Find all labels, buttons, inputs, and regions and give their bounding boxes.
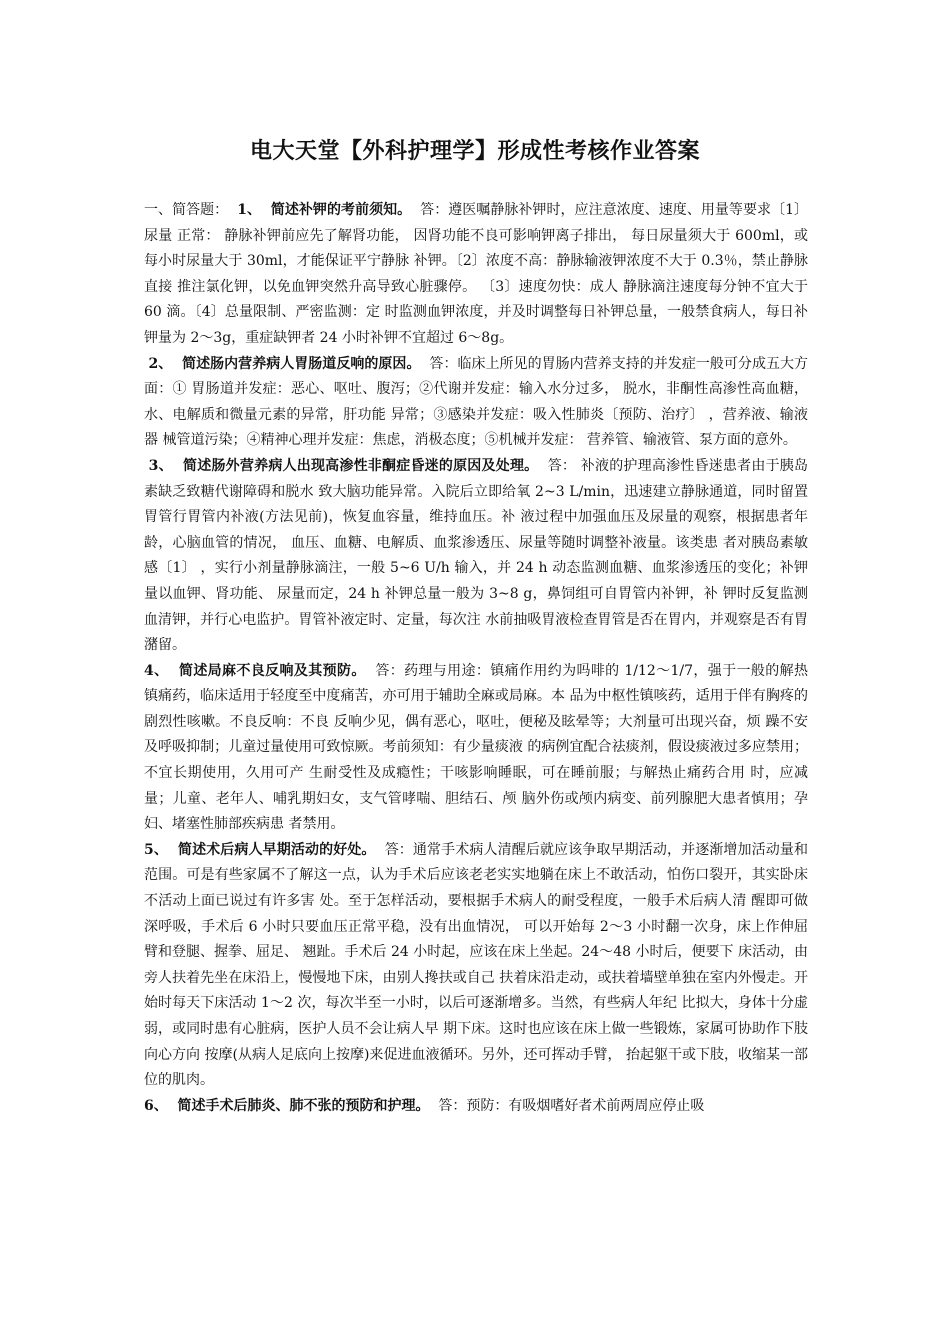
document-body bbox=[144, 198, 813, 1119]
question-number: 6、 bbox=[144, 1097, 178, 1114]
answer-text: 答：预防：有吸烟嗜好者术前两周应停止吸 bbox=[429, 1097, 705, 1114]
question-number: 4、 bbox=[144, 662, 179, 679]
answer-text: 答：药理与用途：镇痛作用约为吗啡的 1/12～1/7，强于一般的解热 镇痛药，临床适用于轻度至中度痛苦，亦可用于辅助全麻或局麻。本 品为中枢性镇咳药，适用于伴有胸疼的剧烈性咳嗽。不良反响：不良 反响少见，偶有恶心，呕吐，便秘及眩晕等；大剂量可出现兴奋，烦 躁不安及呼吸抑制；儿童过量使用可致惊厥。考前须知：有少量痰液 的病例宜配合祛痰剂，假设痰液过多应禁用；不宜长期使用，久用可产 生耐受性及成瘾性；干咳影响睡眠，可在睡前服；与解热止痛药合用 时，应减量；儿童、老年人、哺乳期妇女，支气管哮喘、胆结石、颅 脑外伤或颅内病变、前列腺肥大患者慎用；孕妇、堵塞性肺部疾病患 者禁用。 bbox=[144, 662, 813, 833]
question-text: 简述肠外营养病人出现高渗性非酮症昏迷的原因及处理。 bbox=[183, 457, 539, 474]
question-number: 2、 bbox=[148, 355, 183, 372]
question-number: 5、 bbox=[144, 841, 178, 858]
answer-paragraph-1 bbox=[144, 198, 813, 352]
question-number: 1、 bbox=[237, 202, 271, 218]
answer-text: 答：遵医嘱静脉补钾时，应注意浓度、速度、用量等要求〔1〕尿量 正常： 静脉补钾前应先了解肾功能， 因肾功能不良可影响钾离子排出， 每日尿量须大于 600ml，或每小时尿量大于 30ml，才能保证平宁静脉 补钾。〔2〕浓度不高：静脉输液钾浓度不大于 0.3％，禁止静脉直接 推注氯化钾，以免血钾突然升高导致心脏骤停。 〔3〕速度勿快：成人 静脉滴注速度每分钟不宜大于 60 滴。〔4〕总量限制、严密监测：定 时监测血钾浓度，并及时调整每日补钾总量，一般禁食病人，每日补 钾量为 2～3g，重症缺钾者 24 小时补钾不宜超过 6～8g。 bbox=[144, 202, 813, 346]
section-lead: 一、简答题： bbox=[144, 202, 238, 218]
answer-paragraph-6 bbox=[144, 1094, 808, 1120]
answer-paragraph-2 bbox=[144, 352, 808, 454]
answer-paragraph-3 bbox=[144, 454, 808, 659]
document-title: 电大天堂【外科护理学】形成性考核作业答案 bbox=[249, 139, 700, 164]
question-text: 简述局麻不良反响及其预防。 bbox=[178, 662, 366, 679]
answer-text: 答： 补液的护理高渗性昏迷患者由于胰岛素缺乏致糖代谢障碍和脱水 致大脑功能异常。入院后立即给氧 2~3 L/min，迅速建立静脉通道，同时留置胃管行胃管内补液(方法见前)，恢复血容量，维持血压。补 液过程中加强血压及尿量的观察，根据患者年龄，心脑血管的情况， 血压、血糖、电解质、血浆渗透压、尿量等随时调整补液量。该类患 者对胰岛素敏感〔1〕 ，实行小剂量静脉滴注，一般 5~6 U/h 输入，并 24 h 动态监测血糖、血浆渗透压的变化；补钾量以血钾、肾功能、 尿量而定，24 h 补钾总量一般为 3~8 g，鼻饲组可自胃管内补钾，补 钾时反复监测血清钾，并行心电监护。胃管补液定时、定量，每次注 水前抽吸胃液检查胃管是否在胃内，并观察是否有胃潴留。 bbox=[144, 457, 808, 654]
question-text: 简述补钾的考前须知。 bbox=[270, 202, 412, 218]
question-text: 简述术后病人早期活动的好处。 bbox=[177, 841, 376, 858]
answer-text: 答：通常手术病人清醒后就应该争取早期活动，并逐渐增加活动量和范围。可是有些家属不了解这一点，认为手术后应该老老实实地躺在床上不敢活动，怕伤口裂开，其实卧床不活动上面已说过有许多害 处。至于怎样活动，要根据手术病人的耐受程度，一般手术后病人清 醒即可做深呼吸，手术后 6 小时只要血压正常平稳，没有出血情况， 可以开始每 2～3 小时翻一次身，床上作伸屈臂和登腿、握拳、屈足、 翘趾。手术后 24 小时起，应该在床上坐起。24～48 小时后，便要下 床活动，由旁人扶着先坐在床沿上，慢慢地下床，由别人搀扶或自己 扶着床沿走动，或扶着墙壁单独在室内外慢走。开始时每天下床活动 1～2 次，每次半至一小时，以后可逐渐增多。当然，有些病人年纪 比拟大，身体十分虚弱，或同时患有心脏病，医护人员不会让病人早 期下床。这时也应该在床上做一些锻炼，家属可协助作下肢向心方向 按摩(从病人足底向上按摩)来促进血液循环。另外，还可挥动手臂， 抬起躯干或下肢，收缩某一部位的肌肉。 bbox=[144, 841, 809, 1089]
answer-text: 答：临床上所见的胃肠内营养支持的并发症一般可分成五大方面：① 胃肠道并发症：恶心、呕吐、腹泻；②代谢并发症：输入水分过多， 脱水，非酮性高渗性高血糖，水、电解质和微量元素的异常，肝功能 异常；③感染并发症：吸入性肺炎〔预防、治疗〕 ，营养液、输液器 械管道污染；④精神心理并发症：焦虑，消极态度；⑤机械并发症： 营养管、输液管、泵方面的意外。 bbox=[144, 355, 809, 449]
question-number: 3、 bbox=[148, 457, 184, 474]
answer-paragraph-4 bbox=[144, 659, 813, 838]
question-text: 简述肠内营养病人胃肠道反响的原因。 bbox=[182, 355, 421, 372]
answer-paragraph-5 bbox=[144, 838, 808, 1094]
question-text: 简述手术后肺炎、肺不张的预防和护理。 bbox=[177, 1097, 430, 1114]
